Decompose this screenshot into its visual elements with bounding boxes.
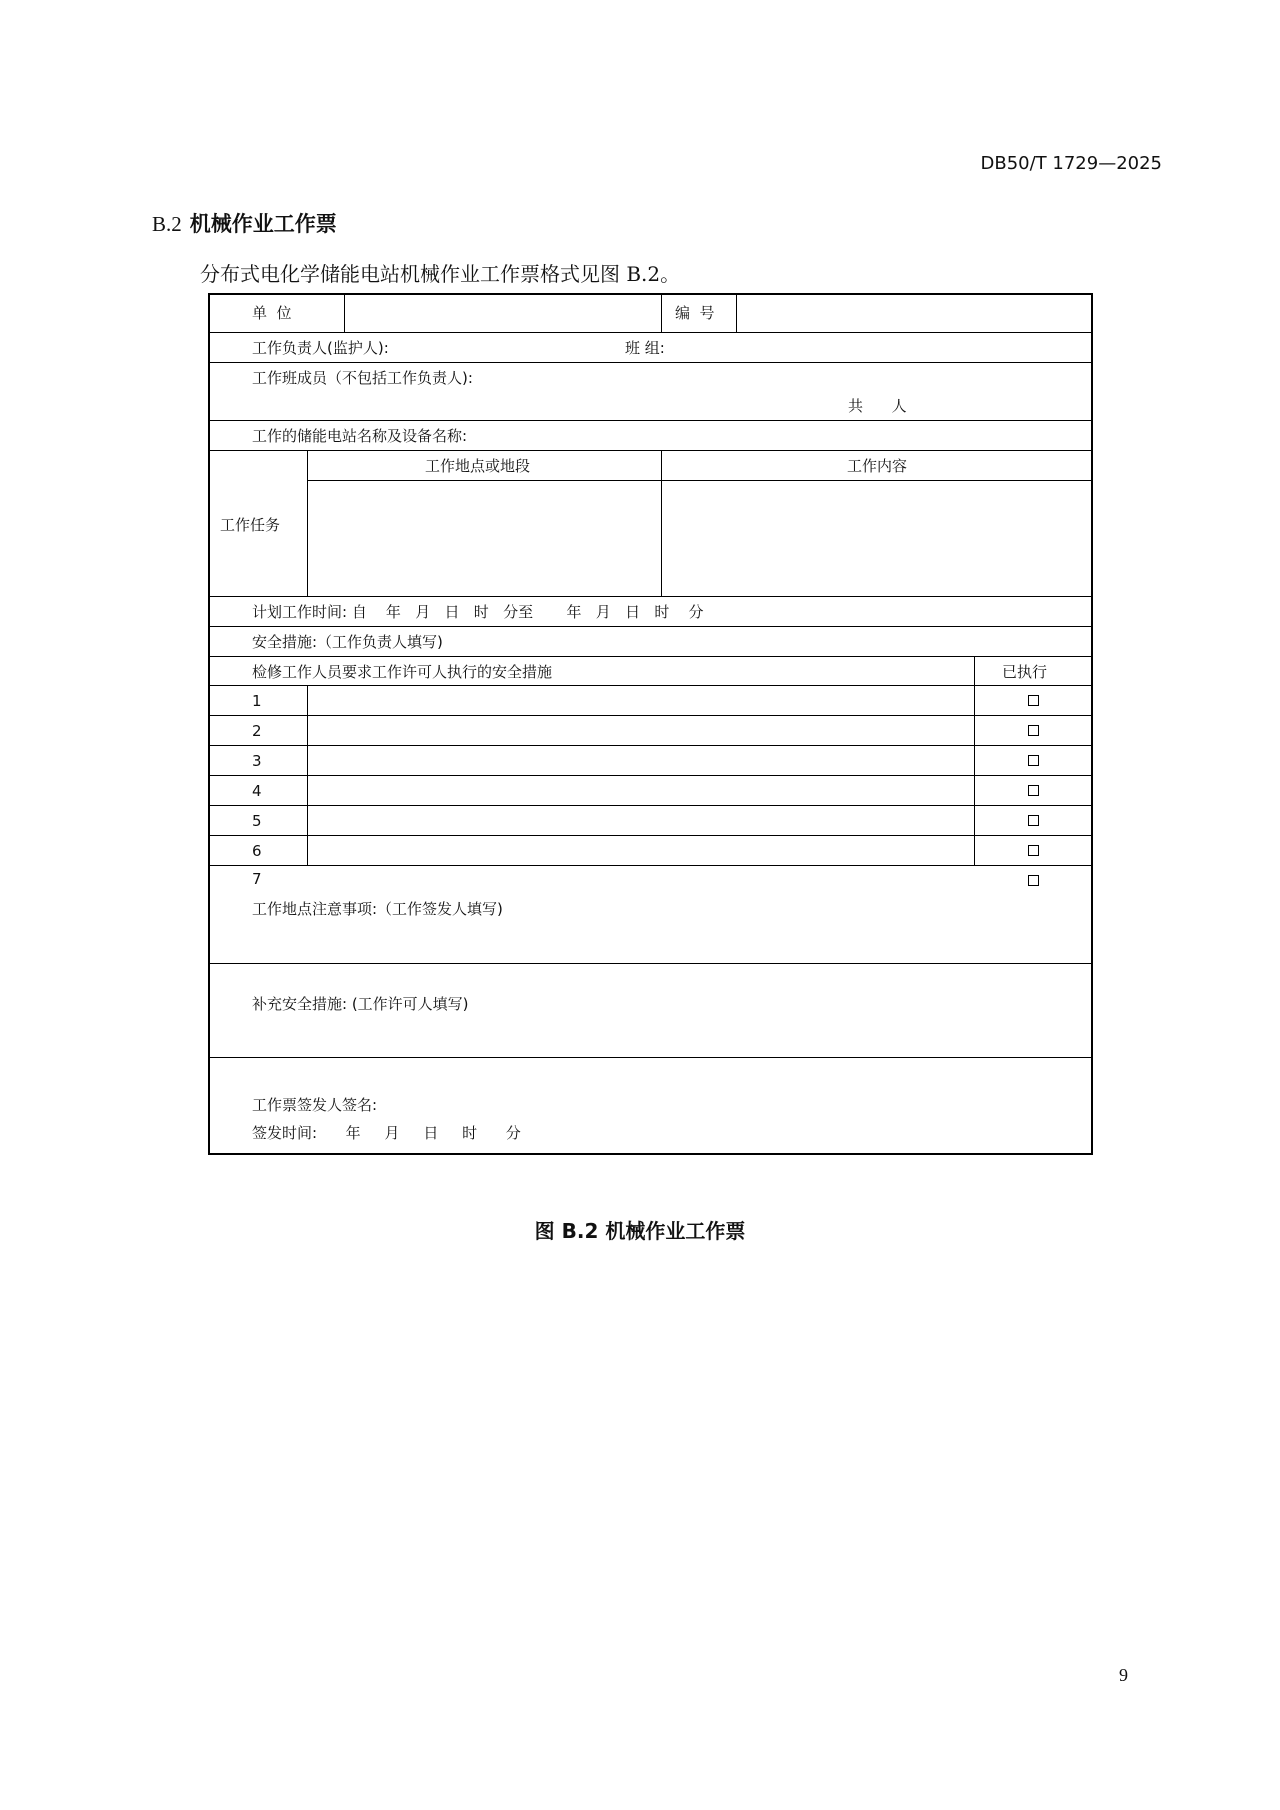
row-divider — [210, 745, 1091, 746]
col-divider — [344, 295, 345, 332]
signer-label: 工作票签发人签名: — [252, 1096, 378, 1114]
col-divider — [661, 450, 662, 596]
row-divider — [210, 775, 1091, 776]
checkbox-icon[interactable] — [1028, 845, 1039, 856]
total-label: 共 人 — [848, 397, 907, 415]
measure-row-number: 2 — [252, 722, 262, 740]
row-divider — [210, 1057, 1091, 1058]
safety-label: 安全措施:（工作负责人填写) — [252, 633, 443, 651]
checkbox-icon[interactable] — [1028, 875, 1039, 886]
checkbox-icon[interactable] — [1028, 695, 1039, 706]
sign-time: 签发时间: 年 月 日 时 分 — [252, 1124, 521, 1142]
row-divider — [210, 865, 1091, 866]
row-divider — [210, 685, 1091, 686]
col-divider — [736, 295, 737, 332]
document-code: DB50/T 1729—2025 — [980, 153, 1162, 174]
leader-label: 工作负责人(监护人): — [252, 339, 389, 357]
team-label: 班 组: — [625, 339, 665, 357]
supplement-label: 补充安全措施: (工作许可人填写) — [252, 995, 469, 1013]
intro-paragraph: 分布式电化学储能电站机械作业工作票格式见图 B.2。 — [200, 262, 681, 286]
checkbox-icon[interactable] — [1028, 815, 1039, 826]
checkbox-icon[interactable] — [1028, 725, 1039, 736]
measure-row-number: 3 — [252, 752, 262, 770]
task-label: 工作任务 — [220, 516, 281, 534]
serial-label: 编 号 — [675, 304, 715, 322]
page-number: 9 — [1119, 1665, 1128, 1685]
row-divider — [210, 420, 1091, 421]
members-label: 工作班成员（不包括工作负责人): — [252, 369, 473, 387]
measure-row-number: 5 — [252, 812, 262, 830]
row-divider — [307, 480, 1091, 481]
unit-label: 单 位 — [252, 304, 292, 322]
checkbox-icon[interactable] — [1028, 785, 1039, 796]
notes-label: 工作地点注意事项:（工作签发人填写) — [252, 900, 503, 918]
col-divider — [974, 656, 975, 865]
work-ticket-form — [208, 293, 1093, 1155]
row-divider — [210, 963, 1091, 964]
content-header: 工作内容 — [847, 457, 908, 475]
checkbox-icon[interactable] — [1028, 755, 1039, 766]
measure-row-number: 1 — [252, 692, 262, 710]
section-title: 机械作业工作票 — [189, 212, 337, 236]
planned-time: 计划工作时间: 自 年 月 日 时 分至 年 月 日 时 分 — [252, 603, 704, 621]
col-divider — [661, 295, 662, 332]
measures-header: 检修工作人员要求工作许可人执行的安全措施 — [252, 663, 553, 681]
row-divider — [210, 626, 1091, 627]
row-divider — [210, 805, 1091, 806]
measure-row-number: 7 — [252, 870, 262, 888]
row-divider — [210, 362, 1091, 363]
row-divider — [210, 596, 1091, 597]
row-divider — [210, 715, 1091, 716]
section-heading — [152, 208, 337, 238]
row-divider — [210, 835, 1091, 836]
row-divider — [210, 332, 1091, 333]
row-divider — [210, 450, 1091, 451]
executed-header: 已执行 — [1002, 663, 1048, 681]
row-divider — [210, 656, 1091, 657]
measure-row-number: 4 — [252, 782, 262, 800]
section-number: B.2 — [152, 212, 182, 236]
col-divider — [307, 450, 308, 596]
station-label: 工作的储能电站名称及设备名称: — [252, 427, 468, 445]
col-divider — [307, 685, 308, 865]
location-header: 工作地点或地段 — [425, 457, 531, 475]
figure-caption: 图 B.2 机械作业工作票 — [534, 1219, 746, 1243]
measure-row-number: 6 — [252, 842, 262, 860]
